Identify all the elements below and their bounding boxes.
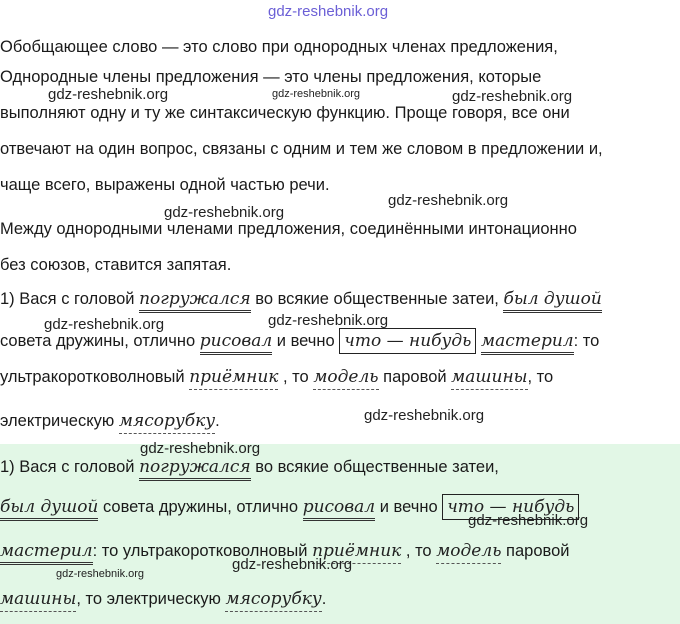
text: , то xyxy=(527,368,554,386)
predicate-4: мастерил xyxy=(0,541,93,565)
example2-line-1 xyxy=(0,456,499,478)
watermark: gdz-reshebnik.org xyxy=(388,192,509,209)
watermark: gdz-reshebnik.org xyxy=(232,556,353,573)
watermark: gdz-reshebnik.org xyxy=(56,568,145,580)
boxed-word: что — нибудь xyxy=(442,494,579,520)
predicate-3: рисовал xyxy=(200,331,272,355)
predicate-3: рисовал xyxy=(303,497,375,521)
text: , то электрическую xyxy=(76,590,226,608)
text: , то xyxy=(278,368,314,386)
object-2: модель xyxy=(436,541,501,564)
watermark: gdz-reshebnik.org xyxy=(272,88,361,100)
boxed-word: что — нибудь xyxy=(339,328,476,354)
example2-line-4 xyxy=(0,588,326,610)
watermark: gdz-reshebnik.org xyxy=(44,316,165,333)
object-4: мясорубку xyxy=(119,411,215,434)
watermark: gdz-reshebnik.org xyxy=(164,204,285,221)
watermark: gdz-reshebnik.org xyxy=(468,512,589,529)
watermark: gdz-reshebnik.org xyxy=(48,86,169,103)
text: во всякие общественные затеи, xyxy=(250,458,499,476)
text: . xyxy=(321,590,327,608)
watermark: gdz-reshebnik.org xyxy=(364,407,485,424)
object-3: машины xyxy=(0,589,76,612)
theory-line-1: Обобщающее слово — это слово при однородных членах предложения, xyxy=(0,38,558,56)
object-1: приёмник xyxy=(189,367,278,390)
theory-line-4: отвечают на один вопрос, связаны с одним и тем же словом в предложении и, xyxy=(0,140,603,158)
watermark: gdz-reshebnik.org xyxy=(452,88,573,105)
example1-line-4 xyxy=(0,410,220,432)
predicate-1: погружался xyxy=(139,289,251,313)
object-1: приёмник xyxy=(312,541,401,564)
theory-line-2: Однородные члены предложения — это члены предложения, которые xyxy=(0,68,542,86)
text: во всякие общественные затеи, xyxy=(250,290,504,308)
text: , то xyxy=(401,542,437,560)
text: совета дружины, отлично xyxy=(0,332,200,350)
example1-line-3 xyxy=(0,366,553,388)
theory-line-7: без союзов, ставится запятая. xyxy=(0,256,232,274)
theory-line-6: Между однородными членами предложения, соединёнными интонационно xyxy=(0,220,577,238)
text: : то ультракоротковолновый xyxy=(92,542,313,560)
predicate-4: мастерил xyxy=(481,331,574,355)
text: паровой xyxy=(501,542,570,560)
predicate-2: был душой xyxy=(503,289,601,313)
text: 1) Вася с головой xyxy=(0,458,140,476)
text: . xyxy=(215,412,220,430)
watermark: gdz-reshebnik.org xyxy=(268,312,389,329)
text: 1) Вася с головой xyxy=(0,290,140,308)
text: электрическую xyxy=(0,412,119,430)
watermark: gdz-reshebnik.org xyxy=(140,440,261,457)
theory-line-5: чаще всего, выражены одной частью речи. xyxy=(0,176,330,194)
example1-line-2 xyxy=(0,330,599,352)
theory-line-3: выполняют одну и ту же синтаксическую функцию. Проще говоря, все они xyxy=(0,104,570,122)
object-4: мясорубку xyxy=(225,589,321,612)
text: паровой xyxy=(378,368,452,386)
predicate-2: был душой xyxy=(0,497,98,521)
text: совета дружины, отлично xyxy=(98,498,303,516)
text: и вечно xyxy=(272,332,340,350)
example1-line-1 xyxy=(0,288,602,310)
predicate-1: погружался xyxy=(139,457,251,481)
object-3: машины xyxy=(451,367,527,390)
text: ультракоротковолновый xyxy=(0,368,190,386)
text: : то xyxy=(573,332,600,350)
object-2: модель xyxy=(313,367,378,390)
text: и вечно xyxy=(375,498,443,516)
watermark: gdz-reshebnik.org xyxy=(268,3,389,20)
